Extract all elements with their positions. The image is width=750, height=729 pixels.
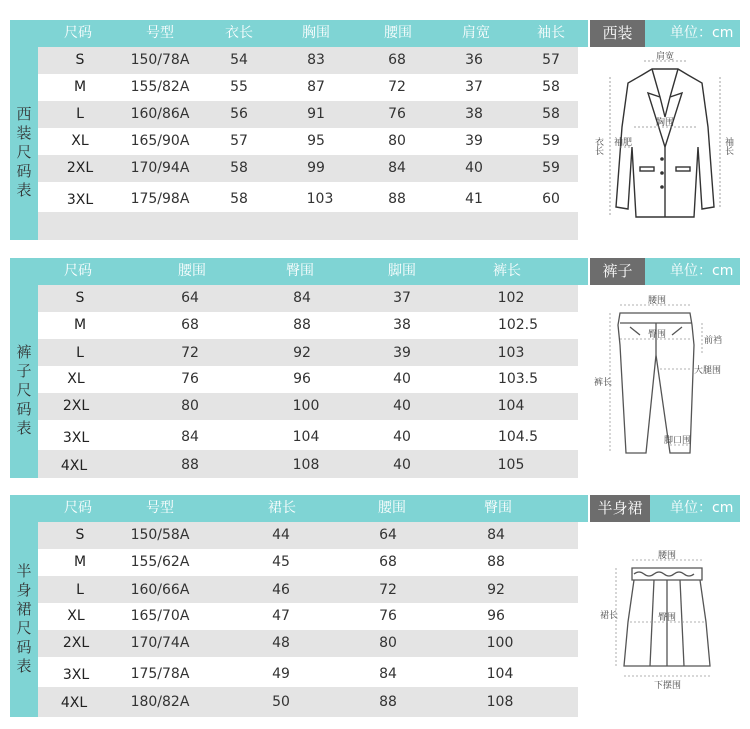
table-cell: 91 [307,106,325,122]
suit-header-bar [10,20,588,47]
table-cell: S [75,290,85,306]
table-cell: 37 [393,290,411,306]
suit-header-chest: 胸围 [302,25,330,41]
blazer-illustration [590,47,740,240]
pants-label-length: 裤长 [594,378,613,388]
table-cell: 108 [486,694,514,710]
table-cell: 39 [393,345,411,361]
table-cell: 39 [465,133,483,149]
table-cell: 175/98A [130,191,190,207]
table-cell: 80 [181,398,199,414]
table-cell: 76 [181,371,199,387]
table-cell: M [73,554,87,570]
table-cell: 88 [388,191,406,207]
table-cell: M [73,79,87,95]
table-cell: 170/74A [130,635,190,651]
table-cell: 40 [393,371,411,387]
table-cell: 96 [487,608,505,624]
pants-label-waist: 腰围 [648,296,667,306]
pants-side-label: 裤子尺码表 [16,343,32,437]
table-cell: S [75,52,85,68]
table-cell: 72 [388,79,406,95]
suit-side-label: 西装尺码表 [16,105,32,199]
pants-unit: 单位：cm [670,263,734,279]
table-cell: 3XL [62,430,90,446]
suit-label-shoulder: 肩宽 [656,52,675,62]
table-cell: 58 [542,79,560,95]
suit-label-sleeve: 袖长 [723,137,733,155]
table-cell: 165/90A [130,133,190,149]
table-cell: 64 [181,290,199,306]
table-cell: L [76,345,84,361]
table-cell: 72 [181,345,199,361]
table-cell: 40 [393,457,411,473]
table-cell: 4XL [60,458,88,474]
table-cell: 100 [292,398,320,414]
table-cell: 150/58A [130,527,190,543]
skirt-side-bar [10,522,38,717]
table-cell: 84 [379,666,397,682]
table-cell: 56 [230,106,248,122]
table-cell: 102.5 [497,317,539,333]
suit-header-shoulder: 肩宽 [462,25,490,41]
table-cell: 108 [292,457,320,473]
table-cell: 41 [465,191,483,207]
table-cell: 84 [388,160,406,176]
table-cell: 105 [497,457,525,473]
table-cell: 104 [292,429,320,445]
table-cell: 165/70A [130,608,190,624]
skirt-header-size: 尺码 [64,500,92,516]
table-cell: 155/62A [130,554,190,570]
suit-size-section [0,20,750,240]
suit-header-spec: 号型 [146,25,174,41]
table-cell: 88 [293,317,311,333]
table-cell: 87 [307,79,325,95]
table-cell: 180/82A [130,694,190,710]
skirt-label-hem: 下摆围 [654,681,682,691]
suit-side-bar [10,47,38,240]
pants-header-hem: 脚围 [388,263,416,279]
table-cell: 175/78A [130,666,190,682]
table-cell: 84 [181,429,199,445]
table-cell: 38 [393,317,411,333]
table-cell: S [75,527,85,543]
table-cell: 76 [388,106,406,122]
skirt-header-hip: 臀围 [484,500,512,516]
suit-header-size: 尺码 [64,25,92,41]
table-cell: 55 [230,79,248,95]
suit-label-chest: 胸围 [656,118,675,128]
table-cell: 84 [487,527,505,543]
table-cell: 76 [379,608,397,624]
suit-unit: 单位：cm [670,25,734,41]
suit-header-length: 衣长 [225,25,253,41]
skirt-label-length: 裙长 [600,611,619,621]
table-cell: 68 [379,554,397,570]
table-cell: 58 [230,191,248,207]
skirt-label-hip: 臀围 [658,613,677,623]
skirt-unit: 单位：cm [670,500,734,516]
pants-header-bar [10,258,588,285]
table-cell: 40 [393,429,411,445]
table-cell: 80 [379,635,397,651]
table-cell: 36 [465,52,483,68]
skirt-diagram [590,522,740,717]
table-cell: 59 [542,160,560,176]
table-cell: 49 [272,666,290,682]
table-cell: 57 [230,133,248,149]
table-cell: 84 [293,290,311,306]
table-cell: 40 [393,398,411,414]
pants-illustration [590,285,740,478]
table-cell: 155/82A [130,79,190,95]
skirt-side-label: 半身裙尺码表 [16,562,32,675]
pants-label-thigh: 大腿围 [694,366,722,376]
table-cell: 170/94A [130,160,190,176]
table-cell: 48 [272,635,290,651]
skirt-label-waist: 腰围 [658,551,677,561]
table-cell: 68 [181,317,199,333]
table-cell: 160/86A [130,106,190,122]
table-cell: 2XL [62,398,90,414]
pants-label-hip: 臀围 [648,330,667,340]
table-cell: 96 [293,371,311,387]
table-cell: 103 [306,191,334,207]
table-cell: 2XL [62,635,90,651]
table-cell: 60 [542,191,560,207]
table-cell: 40 [465,160,483,176]
pants-size-section [0,258,750,478]
table-cell: 47 [272,608,290,624]
table-cell: 4XL [60,695,88,711]
table-cell: M [73,317,87,333]
table-cell: L [76,582,84,598]
skirt-header-waist: 腰围 [378,500,406,516]
table-cell: 88 [487,554,505,570]
table-cell: 3XL [62,667,90,683]
table-cell: 2XL [66,160,94,176]
suit-diagram [590,47,740,240]
table-cell: 88 [181,457,199,473]
table-cell: 104 [497,398,525,414]
skirt-header-spec: 号型 [146,500,174,516]
table-cell: 38 [465,106,483,122]
table-cell: 44 [272,527,290,543]
table-cell: 160/66A [130,582,190,598]
table-cell: 150/78A [130,52,190,68]
table-cell: 37 [465,79,483,95]
table-cell: 46 [272,582,290,598]
table-row [38,212,578,240]
pants-label-hem: 脚口围 [664,436,692,446]
skirt-tag: 半身裙 [590,495,650,522]
pants-tag: 裤子 [590,258,645,285]
table-cell: 103.5 [497,371,539,387]
pants-header-waist: 腰围 [178,263,206,279]
pants-label-front-rise: 前裆 [704,336,723,346]
table-cell: XL [71,133,89,149]
table-cell: 92 [293,345,311,361]
table-cell: 100 [486,635,514,651]
table-cell: XL [67,608,85,624]
skirt-size-section [0,495,750,719]
table-cell: 103 [497,345,525,361]
pants-header-length: 裤长 [493,263,521,279]
pants-header-hip: 臀围 [286,263,314,279]
table-cell: XL [67,371,85,387]
table-cell: 80 [388,133,406,149]
suit-label-length: 衣长 [593,137,603,155]
table-cell: 102 [497,290,525,306]
pants-diagram [590,285,740,478]
table-cell: 104 [486,666,514,682]
pants-header-size: 尺码 [64,263,92,279]
skirt-header-length: 裙长 [268,500,296,516]
suit-header-sleeve: 袖长 [537,25,565,41]
table-cell: 45 [272,554,290,570]
table-cell: 104.5 [497,429,539,445]
table-cell: 58 [230,160,248,176]
table-cell: 64 [379,527,397,543]
table-cell: 83 [307,52,325,68]
skirt-header-bar [10,495,588,522]
suit-header-waist: 腰围 [384,25,412,41]
suit-tag: 西装 [590,20,645,47]
table-cell: 3XL [66,192,94,208]
skirt-illustration [590,522,740,717]
suit-label-sleeve-width: 袖肥 [614,138,633,148]
pants-side-bar [10,285,38,478]
table-cell: 95 [307,133,325,149]
table-cell: L [76,106,84,122]
table-cell: 92 [487,582,505,598]
table-cell: 57 [542,52,560,68]
table-cell: 54 [230,52,248,68]
table-cell: 72 [379,582,397,598]
table-cell: 50 [272,694,290,710]
table-cell: 88 [379,694,397,710]
table-cell: 68 [388,52,406,68]
table-cell: 99 [307,160,325,176]
table-cell: 58 [542,106,560,122]
table-cell: 59 [542,133,560,149]
